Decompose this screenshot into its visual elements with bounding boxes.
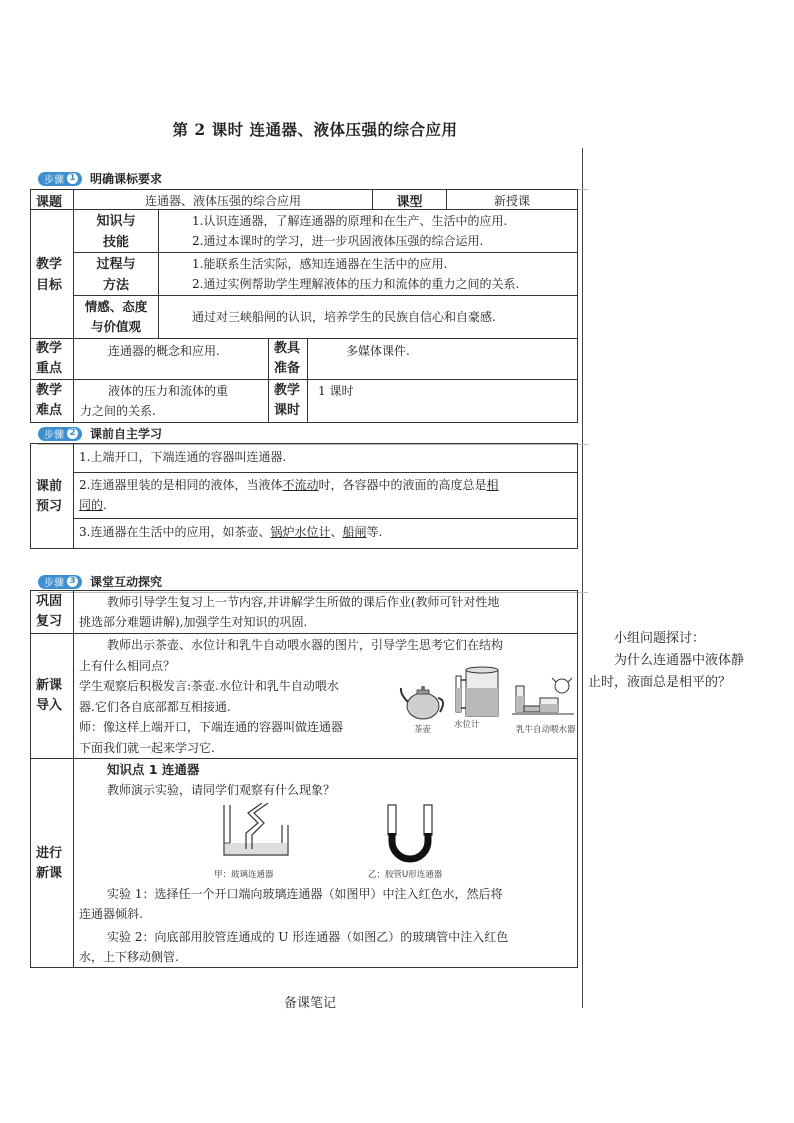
intro-text: 教师出示茶壶、水位计和乳牛自动喂水器的图片，引导学生思考它们在结构 上有什么相同点？ 学生观察后积极发言:茶壶.水位计和乳牛自动喂水 器.它们各自底部都互相接通. 师：像这样上端开口，下端连通的容器叫做连通器 下面我们就一起来学习它.: [79, 638, 504, 755]
goals-label: 教学 目标: [36, 257, 63, 293]
preview-item-1: 1.上端开口，下端连通的容器叫连通器.: [79, 450, 287, 464]
key-label: 教学 重点: [36, 341, 63, 376]
topic-value: 连通器、液体压强的综合应用: [144, 194, 301, 208]
preview-item-3: 3.连通器在生活中的应用，如茶壶、锅炉水位计、船闸等.: [79, 525, 383, 539]
review-text: 教师引导学生复习上一节内容,并讲解学生所做的课后作业(教师可针对性地 挑选部分难题讲解),加强学生对知识的巩固.: [79, 595, 500, 629]
water-gauge-illustration: [452, 666, 502, 720]
step-badge: 步骤 1: [38, 172, 82, 186]
preview-item-2: 2.连通器里装的是相同的液体，当液体不流动时，各容器中的液面的高度总是相 同的.: [79, 478, 499, 512]
teapot-caption: 茶壶: [414, 725, 432, 735]
goal-process-text: 1.能联系生活实际，感知连通器在生活中的应用. 2.通过实例帮助学生理解液体的压力和流体的重力之间的关系.: [192, 257, 520, 291]
step-badge: 步骤 2: [38, 427, 82, 441]
water-gauge-caption: 水位计: [454, 720, 480, 730]
glass-connector-caption: 甲：玻璃连通器: [214, 870, 274, 880]
hours-value: 1 课时: [318, 384, 354, 398]
new-lesson-label: 进行 新课: [36, 846, 63, 881]
hours-label: 教学 课时: [274, 383, 301, 418]
preview-label: 课前 预习: [36, 479, 63, 514]
topic-label: 课题: [36, 195, 63, 210]
tools-label: 教具 准备: [274, 341, 301, 376]
experiment-2: 实验 2：向底部用胶管连通成的 U 形连通器（如图乙）的玻璃管中注入红色 水，上下移动侧管.: [79, 930, 509, 964]
goal-emotion-label: 情感、态度 与价值观: [84, 299, 148, 334]
step-title: 明确课标要求: [90, 172, 163, 186]
demo-question: 教师演示实验，请同学们观察有什么现象？: [107, 783, 336, 797]
knowledge-point-heading: 知识点 1 连通器: [107, 762, 200, 777]
key-value: 连通器的概念和应用.: [108, 344, 220, 358]
review-label: 巩固 复习: [36, 594, 63, 629]
experiment-1: 实验 1：选择任一个开口端向玻璃连通器（如图甲）中注入红色水，然后将 连通器倾斜.: [79, 887, 503, 921]
step-title: 课堂互动探究: [90, 575, 163, 589]
cow-feeder-illustration: [512, 676, 574, 718]
goal-knowledge-label: 知识与 技能: [96, 214, 136, 250]
step-badge: 步骤 3: [38, 575, 82, 589]
group-discussion-note: 小组问题探讨： 为什么连通器中液体静 止时，液面总是相平的？: [588, 631, 745, 690]
type-value: 新授课: [493, 194, 530, 208]
page-title: 第 2 课时 连通器、液体压强的综合应用: [172, 120, 458, 139]
cow-feeder-caption: 乳牛自动喂水器: [516, 725, 576, 735]
difficulty-label: 教学 难点: [36, 383, 63, 418]
prep-notes-footer: 备课笔记: [283, 996, 336, 1011]
tools-value: 多媒体课件.: [346, 344, 410, 358]
step-2-header: [38, 425, 162, 442]
difficulty-value: 液体的压力和流体的重 力之间的关系.: [80, 384, 229, 418]
step-1-header: [38, 170, 162, 187]
goal-knowledge-text: 1.认识连通器，了解连通器的原理和在生产、生活中的应用. 2.通过本课时的学习，进一步巩固液体压强的综合运用.: [192, 214, 508, 248]
intro-label: 新课 导入: [36, 678, 63, 713]
u-tube-connector-caption: 乙：胶管U形连通器: [368, 870, 443, 880]
u-tube-connector-figure: [380, 803, 440, 865]
type-label: 课型: [396, 195, 423, 210]
margin-divider: [582, 148, 583, 1008]
step-3-header: [38, 573, 162, 590]
step-title: 课前自主学习: [90, 427, 163, 441]
goal-emotion-text: 通过对三峡船闸的认识，培养学生的民族自信心和自豪感.: [192, 310, 496, 324]
glass-connector-figure: [218, 803, 296, 865]
goal-process-label: 过程与 方法: [96, 257, 136, 293]
teapot-illustration: [398, 678, 448, 722]
